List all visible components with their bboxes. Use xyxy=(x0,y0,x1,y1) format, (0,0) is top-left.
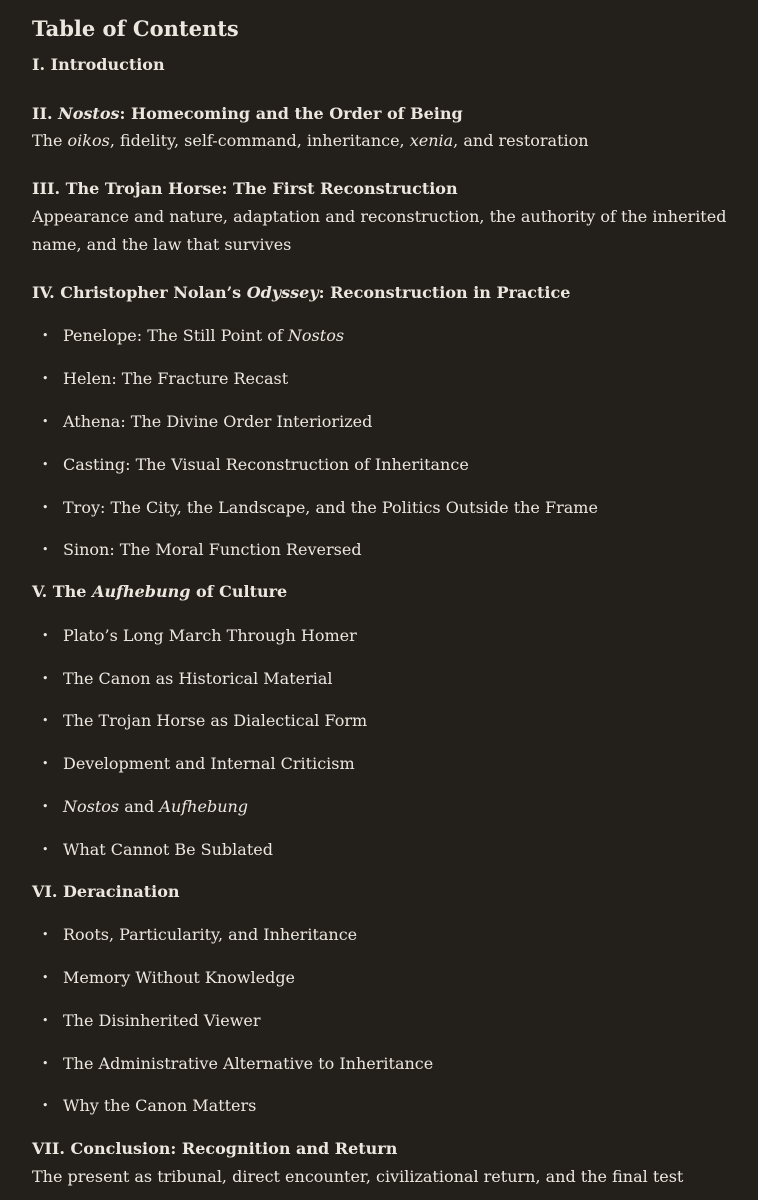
section-title-2 xyxy=(32,102,463,126)
list-item: Plato’s Long March Through Homer xyxy=(63,626,357,645)
section-title-7 xyxy=(32,1137,397,1161)
bullet-icon: • xyxy=(42,1057,49,1070)
section-title-text: : Reconstruction in Practice xyxy=(318,283,571,302)
desc-italic: xenia xyxy=(409,131,454,150)
section-number: I. xyxy=(32,55,46,74)
bullet-icon: • xyxy=(42,928,49,941)
section-title-6 xyxy=(32,880,180,904)
section-title-5 xyxy=(32,580,287,604)
bullet-icon: • xyxy=(42,329,49,342)
section-title-italic: Aufhebung xyxy=(92,582,191,601)
bullet-icon: • xyxy=(42,372,49,385)
list-item-italic: Nostos xyxy=(63,797,120,816)
section-title-text: : Homecoming and the Order of Being xyxy=(119,104,463,123)
bullet-icon: • xyxy=(42,843,49,856)
list-item: Casting: The Visual Reconstruction of Inheritance xyxy=(63,455,469,474)
section-number: V. xyxy=(32,582,48,601)
bullet-icon: • xyxy=(42,757,49,770)
list-item: Development and Internal Criticism xyxy=(63,754,355,773)
list-item: The Disinherited Viewer xyxy=(63,1011,261,1030)
bullet-icon: • xyxy=(42,501,49,514)
desc-text: , fidelity, self-command, inheritance, xyxy=(109,131,410,150)
list-item xyxy=(63,324,344,348)
list-item: Memory Without Knowledge xyxy=(63,968,296,987)
section-title-1 xyxy=(32,53,165,77)
list-item: What Cannot Be Sublated xyxy=(63,840,273,859)
list-item-text: and xyxy=(119,797,160,816)
section-description-2 xyxy=(32,127,744,155)
list-item-text: Penelope: The Still Point of xyxy=(63,326,288,345)
bullet-icon: • xyxy=(42,1099,49,1112)
list-item: Roots, Particularity, and Inheritance xyxy=(63,925,358,944)
section-title-text: Christopher Nolan’s xyxy=(60,283,247,302)
list-item: The Administrative Alternative to Inheritance xyxy=(63,1054,434,1073)
bullet-icon: • xyxy=(42,714,49,727)
section-number: VII. xyxy=(32,1139,65,1158)
list-item: Helen: The Fracture Recast xyxy=(63,369,289,388)
section-number: III. xyxy=(32,179,61,198)
page-title: Table of Contents xyxy=(32,16,239,41)
bullet-icon: • xyxy=(42,971,49,984)
list-item: Troy: The City, the Landscape, and the Politics Outside the Frame xyxy=(63,498,598,517)
section-title-italic: Odyssey xyxy=(246,283,319,302)
bullet-icon: • xyxy=(42,1014,49,1027)
list-item: Why the Canon Matters xyxy=(63,1096,257,1115)
section-title-text: The xyxy=(52,582,93,601)
list-item: Athena: The Divine Order Interiorized xyxy=(63,412,373,431)
bullet-icon: • xyxy=(42,458,49,471)
section-title-text: Introduction xyxy=(50,55,165,74)
section-description-3: Appearance and nature, adaptation and reconstruction, the authority of the inherited name, and the law that survives xyxy=(32,207,727,254)
bullet-icon: • xyxy=(42,672,49,685)
section-number: IV. xyxy=(32,283,55,302)
desc-text: , and restoration xyxy=(453,131,589,150)
list-item: The Trojan Horse as Dialectical Form xyxy=(63,711,368,730)
bullet-icon: • xyxy=(42,415,49,428)
section-title-3 xyxy=(32,177,458,201)
section-title-italic: Nostos xyxy=(58,104,120,123)
section-title-text: Deracination xyxy=(63,882,180,901)
bullet-icon: • xyxy=(42,629,49,642)
section-number: II. xyxy=(32,104,53,123)
section-title-4 xyxy=(32,281,570,305)
list-item: Sinon: The Moral Function Reversed xyxy=(63,540,362,559)
section-title-text: The Trojan Horse: The First Reconstruction xyxy=(65,179,458,198)
section-number: VI. xyxy=(32,882,58,901)
list-item xyxy=(63,795,248,819)
list-item-italic: Aufhebung xyxy=(159,797,249,816)
desc-text: The xyxy=(32,131,68,150)
section-title-text: of Culture xyxy=(190,582,288,601)
section-description-7: The present as tribunal, direct encounter, civilizational return, and the final test xyxy=(32,1167,684,1186)
bullet-icon: • xyxy=(42,800,49,813)
bullet-icon: • xyxy=(42,543,49,556)
list-item: The Canon as Historical Material xyxy=(63,669,333,688)
list-item-italic: Nostos xyxy=(287,326,345,345)
section-title-text: Conclusion: Recognition and Return xyxy=(70,1139,398,1158)
desc-italic: oikos xyxy=(67,131,110,150)
